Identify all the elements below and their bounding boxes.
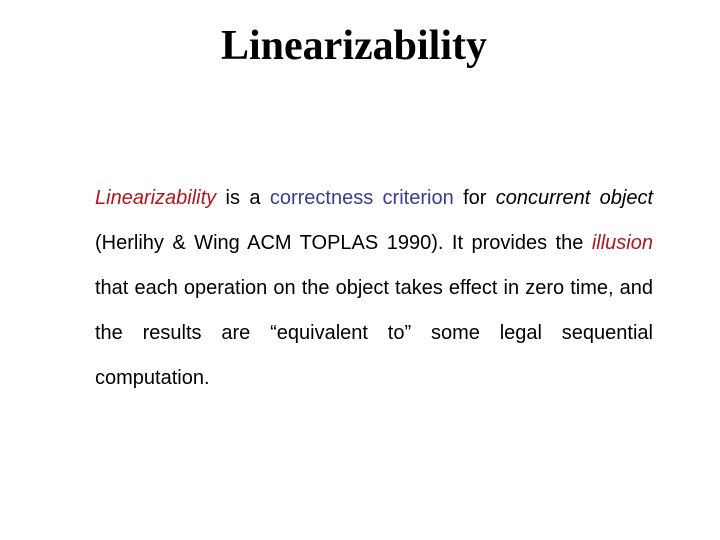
paragraph-text-2: for <box>453 187 496 209</box>
term-concurrent-object: concurrent object <box>495 187 654 209</box>
paragraph-text-3: (Herlihy & Wing ACM TOPLAS 1990). It provides the <box>95 232 592 254</box>
term-illusion: illusion <box>591 232 653 254</box>
term-correctness-criterion: correctness criterion <box>269 187 454 209</box>
paragraph-text-1: is a <box>216 187 270 209</box>
term-linearizability: Linearizability <box>95 187 217 209</box>
slide-title: Linearizability <box>221 23 487 69</box>
definition-paragraph <box>95 176 653 401</box>
paragraph-text-4: that each operation on the object takes effect in zero time, and the results are “equivalent to” some legal sequential computation. <box>95 277 653 389</box>
